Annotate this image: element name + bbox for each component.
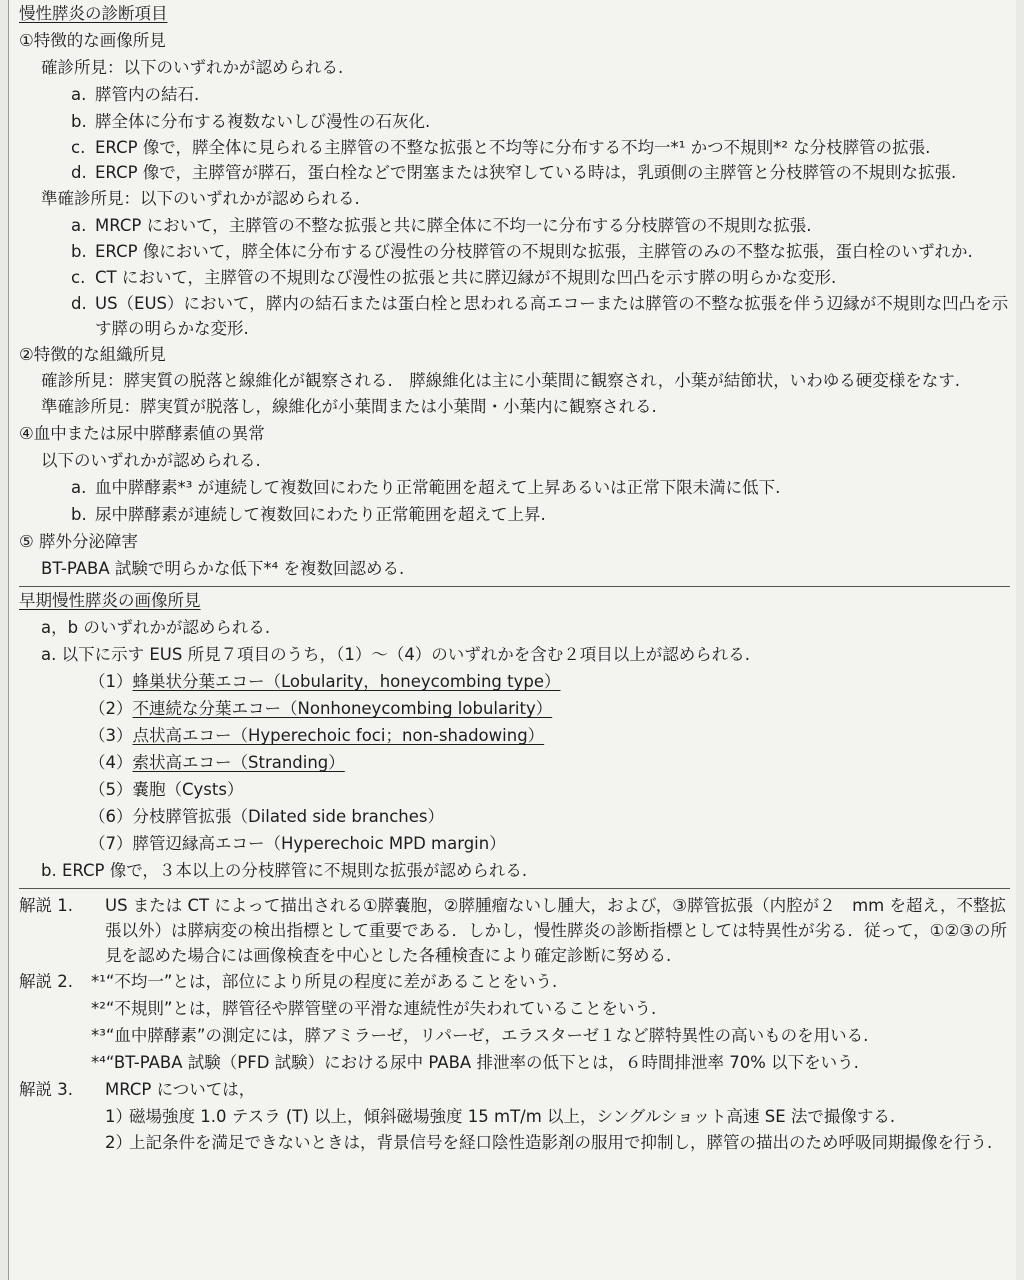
eus-item: （6）分枝膵管拡張（Dilated side branches） (89, 807, 444, 826)
list-item: d. US（EUS）において，膵内の結石または蛋白栓と思われる高エコーまたは膵管の不整な拡張を伴う辺縁が不規則な凹凸を示す膵の明らかな変形. (71, 294, 1009, 338)
list-item: d. ERCP 像で，主膵管が膵石，蛋白栓などで閉塞または狭窄している時は，乳頭側の主膵管と分枝膵管の不規則な拡張. (71, 163, 957, 182)
definite-label: 確診所見：以下のいずれかが認められる. (41, 58, 344, 77)
eus-item: （7）膵管辺縁高エコー（Hyperechoic MPD margin） (89, 834, 506, 853)
heading-exocrine: ⑤ 膵外分泌障害 (19, 532, 139, 551)
exocrine-text: BT-PABA 試験で明らかな低下*⁴ を複数回認める. (41, 559, 405, 578)
section-commentary (19, 889, 1010, 1159)
section-title: 慢性膵炎の診断項目 (19, 4, 168, 23)
heading-histology: ②特徴的な組織所見 (19, 345, 166, 364)
commentary-2-label: 解説 2. *¹“不均一”とは，部位により所見の程度に差があることをいう. (19, 972, 558, 991)
list-item: 2）上記条件を満足できないときは，背景信号を経口陰性造影剤の服用で抑制し，膵管の描出のため呼吸同期撮像を行う. (105, 1133, 993, 1152)
enzyme-intro: 以下のいずれかが認められる. (41, 451, 261, 470)
eus-item: （4）索状高エコー（Stranding） (89, 753, 345, 772)
early-criterion-a: a. 以下に示す EUS 所見７項目のうち，（1）～（4）のいずれかを含む２項目以上が認められる. (41, 645, 751, 664)
list-item: b. 膵全体に分布する複数ないしび漫性の石灰化. (71, 112, 431, 131)
histology-probable: 準確診所見：膵実質が脱落し，線維化が小葉間または小葉間・小葉内に観察される. (41, 397, 657, 416)
eus-item: （2）不連続な分葉エコー（Nonhoneycombing lobularity） (89, 699, 553, 718)
list-item: b. 尿中膵酵素が連続して複数回にわたり正常範囲を超えて上昇. (71, 505, 546, 524)
eus-item: （1）蜂巣状分葉エコー（Lobularity，honeycombing type） (89, 672, 561, 691)
footnote: *⁴“BT-PABA 試験（PFD 試験）における尿中 PABA 排泄率の低下とは，６時間排泄率 70% 以下をいう. (91, 1053, 859, 1072)
commentary-1: 解説 1. US または CT によって描出される①膵嚢胞，②膵腫瘤ないし腫大，および，③膵管拡張（内腔が２ mm を超え，不整拡張以外）は膵病変の検出指標として重要である．しかし，慢性膵炎の診断指標としては特異性が劣る．従って，①②③の所見を認めた場合には画像検査を中心とした各種検査により確定診断に努める. (19, 896, 1008, 965)
probable-label: 準確診所見：以下のいずれかが認められる. (41, 189, 360, 208)
eus-item: （3）点状高エコー（Hyperechoic foci；non-shadowing） (89, 726, 545, 745)
early-criterion-b: b. ERCP 像で，３本以上の分枝膵管に不規則な拡張が認められる. (41, 861, 528, 880)
list-item: b. ERCP 像において，膵全体に分布するび漫性の分枝膵管の不規則な拡張，主膵管のみの不整な拡張，蛋白栓のいずれか. (71, 242, 973, 261)
footnote: *²“不規則”とは，膵管径や膵管壁の平滑な連続性が失われていることをいう. (91, 999, 657, 1018)
list-item: 1）磁場強度 1.0 テスラ (T) 以上，傾斜磁場強度 15 mT/m 以上，シングルショット高速 SE 法で撮像する. (105, 1107, 896, 1126)
commentary-3-label: 解説 3. MRCP については， (19, 1080, 256, 1099)
document-page (8, 0, 1016, 1280)
heading-enzyme: ④血中または尿中膵酵素値の異常 (19, 424, 265, 443)
list-item: a. MRCP において，主膵管の不整な拡張と共に膵全体に不均一に分布する分枝膵管の不規則な拡張. (71, 216, 812, 235)
histology-definite: 確診所見：膵実質の脱落と線維化が観察される. 膵線維化は主に小葉間に観察され，小葉が結節状，いわゆる硬変様をなす. (41, 371, 960, 390)
section-chronic-pancreatitis-criteria (19, 0, 1010, 587)
list-item: a. 膵管内の結石. (71, 85, 200, 104)
footnote: *³“血中膵酵素”の測定には，膵アミラーゼ，リパーゼ，エラスターゼ１など膵特異性の高いものを用いる. (91, 1026, 869, 1045)
section-title: 早期慢性膵炎の画像所見 (19, 591, 201, 610)
eus-item: （5）嚢胞（Cysts） (89, 780, 244, 799)
early-intro: a，b のいずれかが認められる. (41, 618, 271, 637)
list-item: c. CT において，主膵管の不規則なび漫性の拡張と共に膵辺縁が不規則な凹凸を示す膵の明らかな変形. (71, 268, 837, 287)
list-item: c. ERCP 像で，膵全体に見られる主膵管の不整な拡張と不均等に分布する不均一*¹ かつ不規則*² な分枝膵管の拡張. (71, 138, 931, 157)
heading-imaging: ①特徴的な画像所見 (19, 31, 166, 50)
section-early-chronic-pancreatitis (19, 587, 1010, 889)
list-item: a. 血中膵酵素*³ が連続して複数回にわたり正常範囲を超えて上昇あるいは正常下限未満に低下. (71, 478, 781, 497)
